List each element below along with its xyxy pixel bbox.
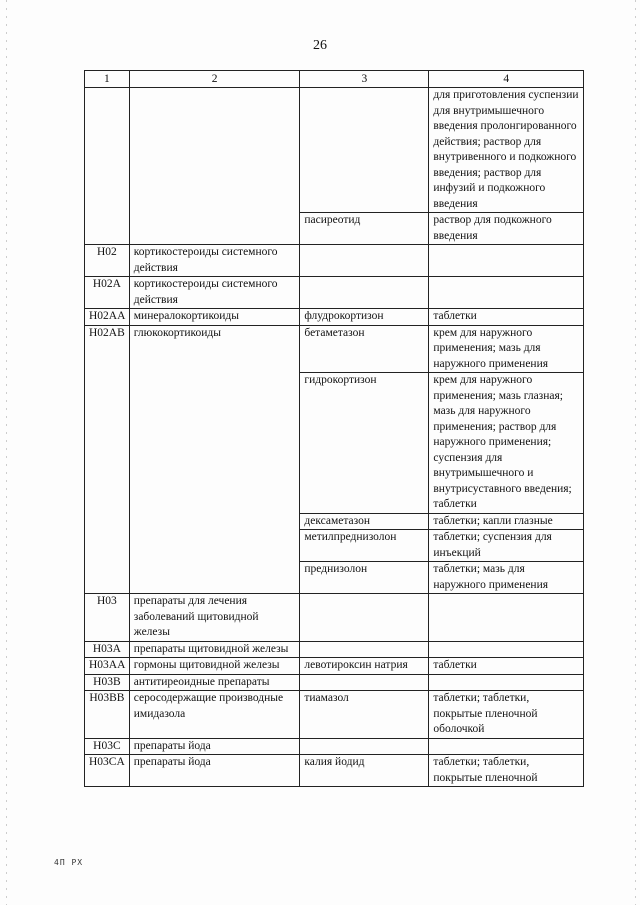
group-cell: препараты щитовидной железы <box>129 641 300 658</box>
drug-cell: бетаметазон <box>300 325 429 373</box>
group-cell: препараты для лечения заболеваний щитовидной железы <box>129 594 300 642</box>
column-header-4: 4 <box>429 71 584 88</box>
drug-cell: дексаметазон <box>300 513 429 530</box>
drug-cell: гидрокортизон <box>300 373 429 514</box>
atc-code-cell: H03B <box>85 674 130 691</box>
group-cell: минералокортикоиды <box>129 309 300 326</box>
atc-code-cell: H03AA <box>85 658 130 675</box>
drug-cell: метилпреднизолон <box>300 530 429 562</box>
form-cell: таблетки <box>429 658 584 675</box>
form-cell: таблетки; таблетки, покрытые пленочной <box>429 755 584 787</box>
form-cell: для приготовления суспензии для внутримышечного введения пролонгированного действия; раствор для внутривенного и подкожного введения; раствор для инфузий и подкожного введения <box>429 88 584 213</box>
footer-mark: 4П РХ <box>54 858 84 867</box>
table-row <box>85 594 584 642</box>
group-cell: препараты йода <box>129 755 300 787</box>
drug-cell <box>300 245 429 277</box>
form-cell: таблетки; капли глазные <box>429 513 584 530</box>
form-cell <box>429 738 584 755</box>
scan-edge-right <box>635 0 636 905</box>
drug-cell <box>300 88 429 213</box>
drug-cell: флудрокортизон <box>300 309 429 326</box>
form-cell <box>429 277 584 309</box>
group-cell: глюкокортикоиды <box>129 325 300 594</box>
table-row <box>85 277 584 309</box>
group-cell: кортикостероиды системного действия <box>129 277 300 309</box>
atc-code-cell: H02AB <box>85 325 130 594</box>
atc-code-cell: H03C <box>85 738 130 755</box>
group-cell: препараты йода <box>129 738 300 755</box>
drug-cell <box>300 594 429 642</box>
form-cell: крем для наружного применения; мазь глазная; мазь для наружного применения; раствор для наружного применения; суспензия для внутримышечного и внутрисуставного введения; таблетки <box>429 373 584 514</box>
drug-cell <box>300 674 429 691</box>
group-cell: гормоны щитовидной железы <box>129 658 300 675</box>
column-header-3: 3 <box>300 71 429 88</box>
column-header-2: 2 <box>129 71 300 88</box>
drug-cell: тиамазол <box>300 691 429 739</box>
table-row <box>85 674 584 691</box>
form-cell: таблетки; суспензия для инъекций <box>429 530 584 562</box>
table-header-row <box>85 71 584 88</box>
form-cell <box>429 594 584 642</box>
table-row <box>85 641 584 658</box>
table-row <box>85 88 584 213</box>
form-cell: таблетки; мазь для наружного применения <box>429 562 584 594</box>
atc-code-cell: H03A <box>85 641 130 658</box>
table-row <box>85 325 584 373</box>
table-row <box>85 691 584 739</box>
table-row <box>85 245 584 277</box>
group-cell: кортикостероиды системного действия <box>129 245 300 277</box>
form-cell: крем для наружного применения; мазь для наружного применения <box>429 325 584 373</box>
table-row <box>85 755 584 787</box>
atc-code-cell: H02 <box>85 245 130 277</box>
atc-code-cell: H02AA <box>85 309 130 326</box>
drug-cell <box>300 738 429 755</box>
drug-cell <box>300 277 429 309</box>
atc-code-cell: H03 <box>85 594 130 642</box>
form-cell: раствор для подкожного введения <box>429 213 584 245</box>
scan-edge-left <box>6 0 7 905</box>
page-number: 26 <box>313 38 327 53</box>
form-cell: таблетки; таблетки, покрытые пленочной оболочкой <box>429 691 584 739</box>
atc-code-cell: H03CA <box>85 755 130 787</box>
drug-cell: левотироксин натрия <box>300 658 429 675</box>
medication-table <box>84 70 584 787</box>
form-cell <box>429 245 584 277</box>
form-cell <box>429 641 584 658</box>
group-cell: серосодержащие производные имидазола <box>129 691 300 739</box>
atc-code-cell <box>85 88 130 245</box>
form-cell <box>429 674 584 691</box>
table-row <box>85 658 584 675</box>
drug-cell: пасиреотид <box>300 213 429 245</box>
table-row <box>85 738 584 755</box>
atc-code-cell: H02A <box>85 277 130 309</box>
table-row <box>85 309 584 326</box>
drug-cell: калия йодид <box>300 755 429 787</box>
group-cell <box>129 88 300 245</box>
drug-cell: преднизолон <box>300 562 429 594</box>
atc-code-cell: H03BB <box>85 691 130 739</box>
column-header-1: 1 <box>85 71 130 88</box>
form-cell: таблетки <box>429 309 584 326</box>
group-cell: антитиреоидные препараты <box>129 674 300 691</box>
drug-cell <box>300 641 429 658</box>
